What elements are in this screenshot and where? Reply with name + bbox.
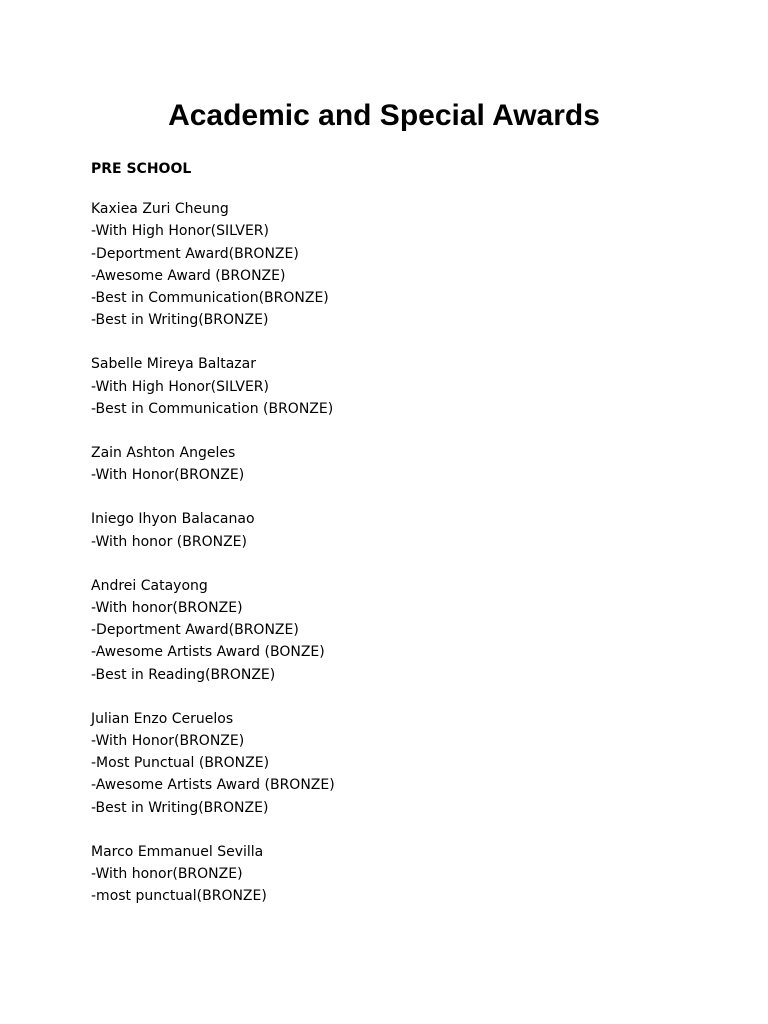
award-item: -With honor (BRONZE) bbox=[91, 533, 247, 550]
student-entry bbox=[91, 841, 691, 908]
award-item: -Best in Writing(BRONZE) bbox=[91, 799, 269, 816]
award-item: -With honor(BRONZE) bbox=[91, 600, 243, 617]
student-name: Iniego Ihyon Balacanao bbox=[91, 511, 255, 528]
award-item: -With High Honor(SILVER) bbox=[91, 378, 269, 395]
student-name: Zain Ashton Angeles bbox=[91, 445, 236, 462]
award-item: -Best in Reading(BRONZE) bbox=[91, 666, 276, 683]
award-item: -With honor(BRONZE) bbox=[91, 866, 243, 883]
award-item: -Deportment Award(BRONZE) bbox=[91, 622, 299, 639]
award-item: -Most Punctual (BRONZE) bbox=[91, 755, 270, 772]
document-title: Academic and Special Awards bbox=[168, 99, 600, 132]
student-name: Sabelle Mireya Baltazar bbox=[91, 356, 256, 373]
award-item: -Awesome Artists Award (BONZE) bbox=[91, 644, 325, 661]
award-item: -Deportment Award(BRONZE) bbox=[91, 245, 299, 262]
student-entry bbox=[91, 198, 691, 331]
award-item: -Best in Communication (BRONZE) bbox=[91, 400, 334, 417]
award-item: -With High Honor(SILVER) bbox=[91, 223, 269, 240]
student-name: Kaxiea Zuri Cheung bbox=[91, 201, 229, 218]
award-item: -Awesome Award (BRONZE) bbox=[91, 267, 286, 284]
student-name: Marco Emmanuel Sevilla bbox=[91, 843, 264, 860]
award-item: -With Honor(BRONZE) bbox=[91, 733, 245, 750]
student-name: Andrei Catayong bbox=[91, 577, 208, 594]
student-name: Julian Enzo Ceruelos bbox=[91, 710, 234, 727]
award-item: -most punctual(BRONZE) bbox=[91, 888, 267, 905]
document-body bbox=[91, 158, 691, 929]
section-heading: PRE SCHOOL bbox=[91, 161, 192, 177]
award-item: -Awesome Artists Award (BRONZE) bbox=[91, 777, 335, 794]
student-entry bbox=[91, 708, 691, 819]
award-item: -Best in Communication(BRONZE) bbox=[91, 290, 329, 307]
award-item: -Best in Writing(BRONZE) bbox=[91, 312, 269, 329]
student-entry bbox=[91, 575, 691, 686]
student-entry bbox=[91, 353, 691, 420]
student-entry bbox=[91, 442, 691, 486]
student-entry bbox=[91, 508, 691, 552]
award-item: -With Honor(BRONZE) bbox=[91, 467, 245, 484]
